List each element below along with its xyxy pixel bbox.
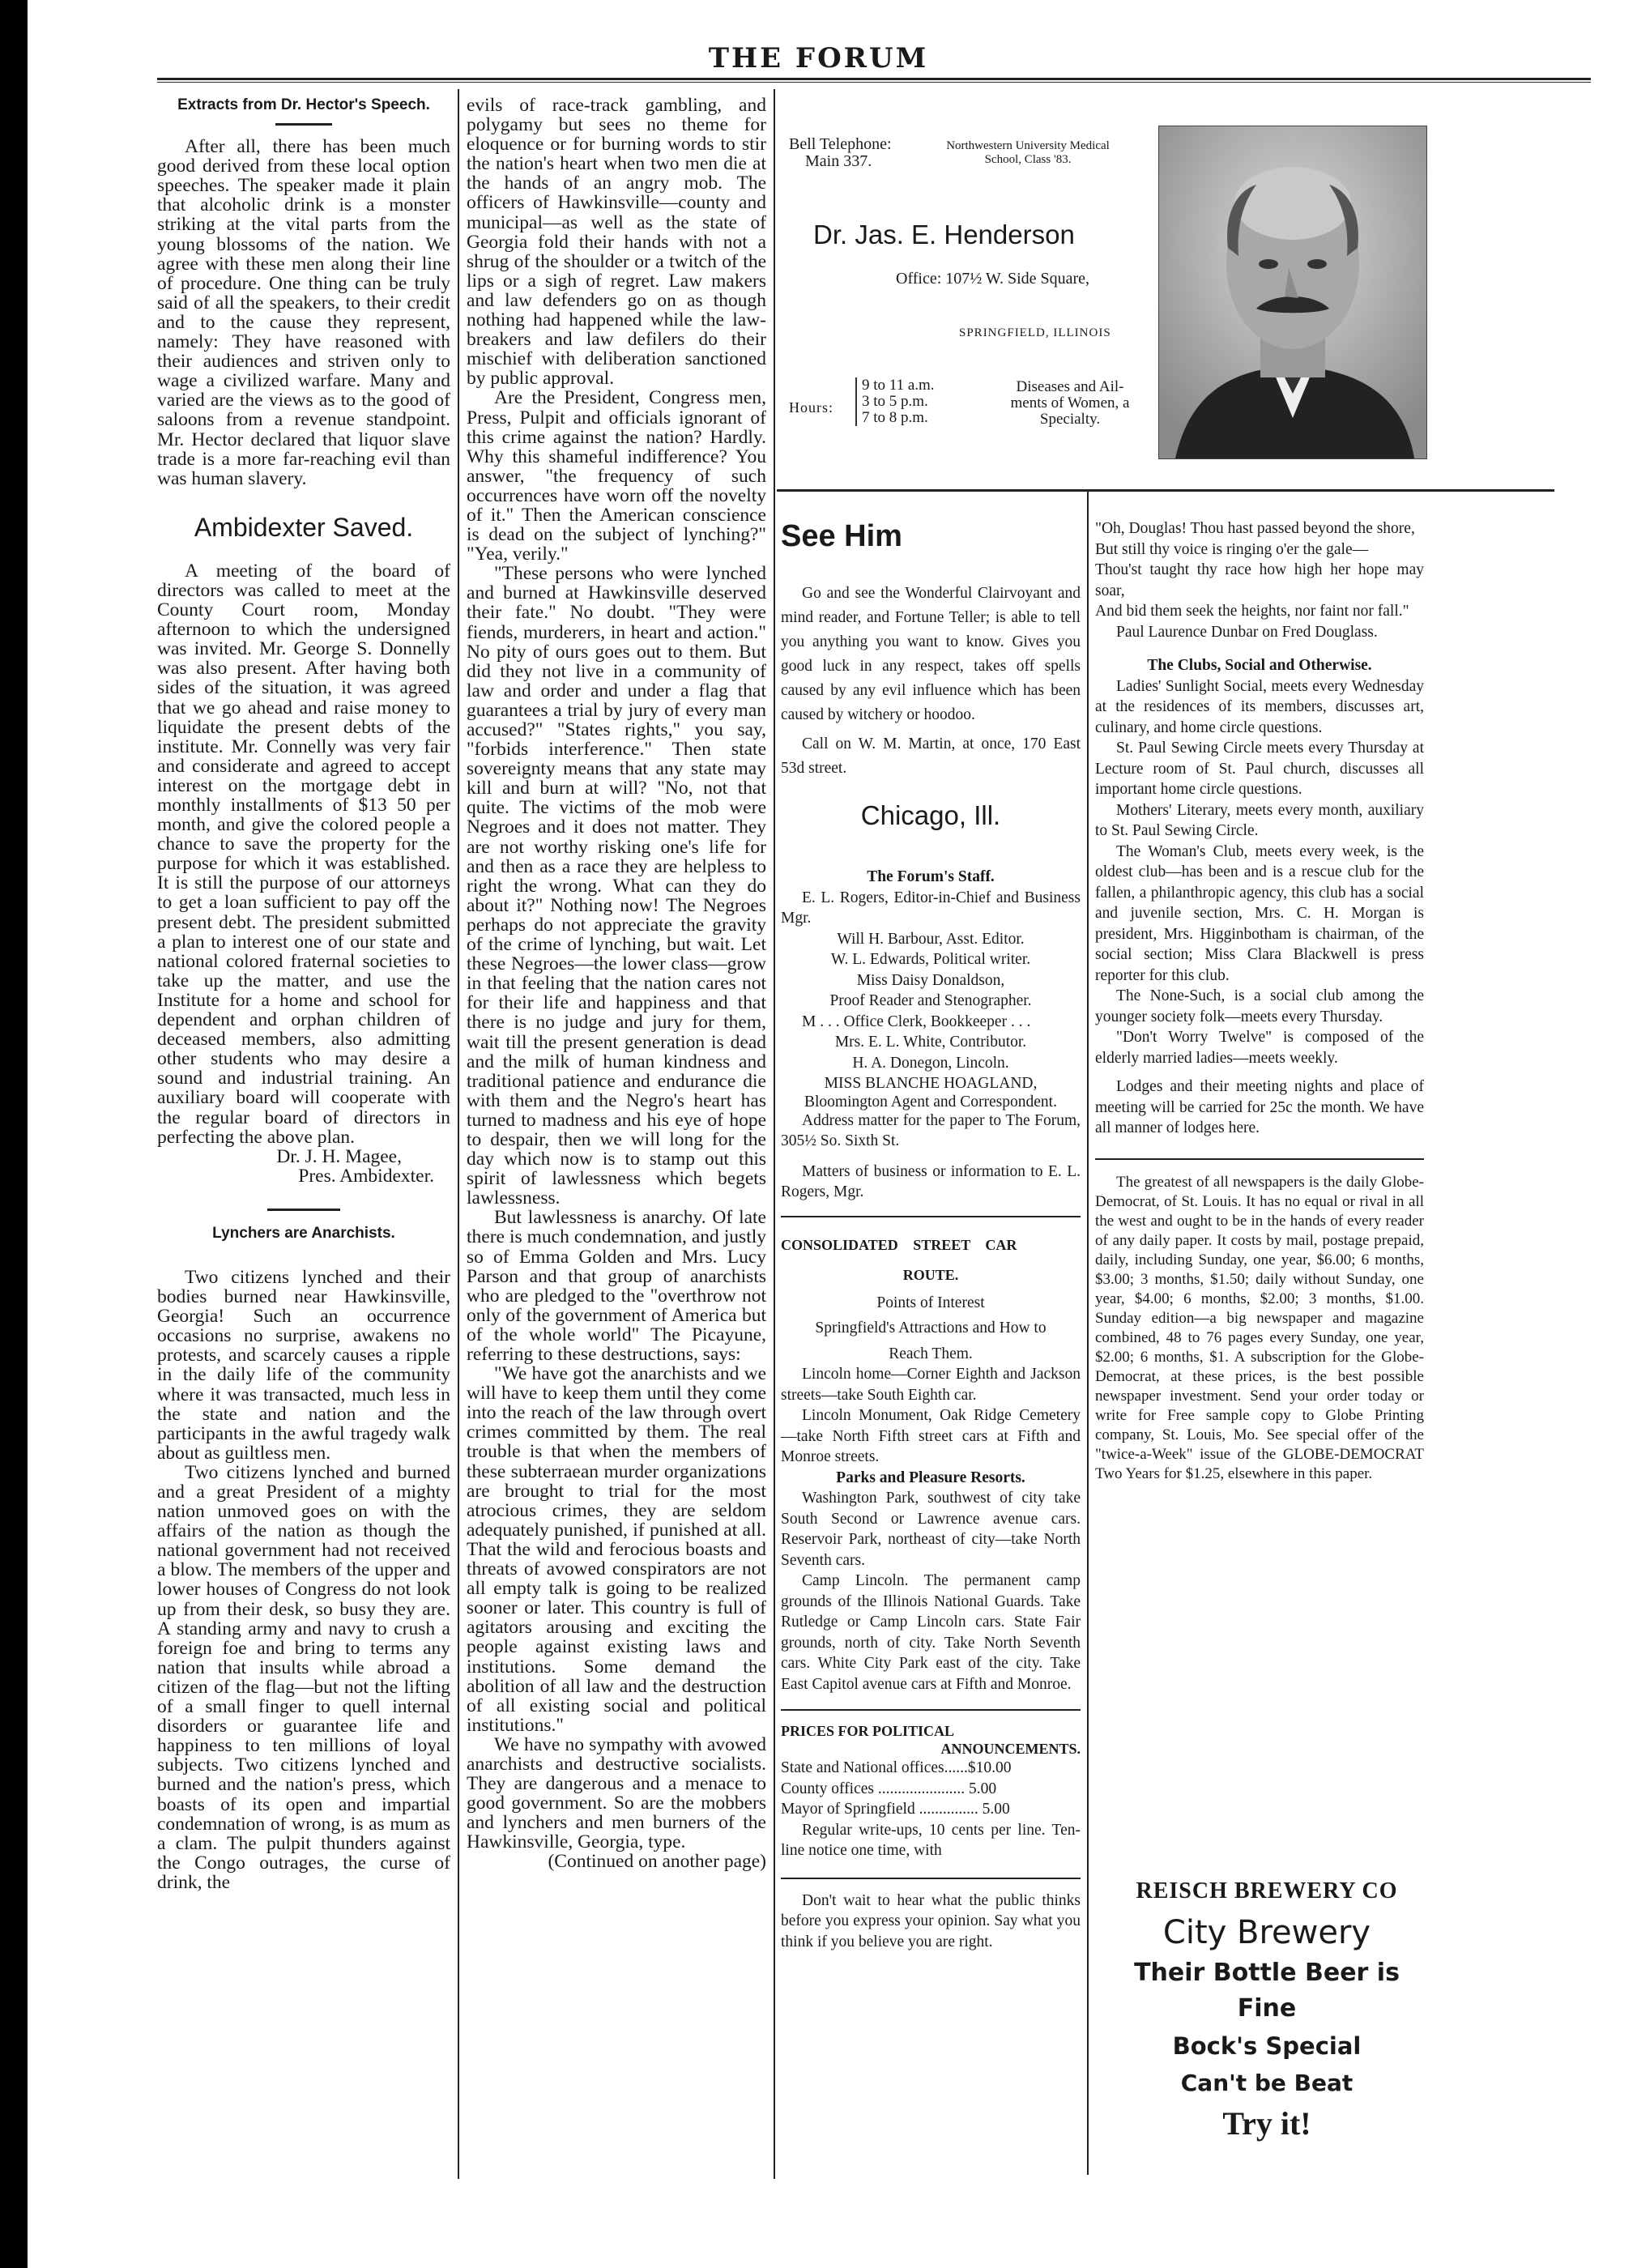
staff-lincoln: H. A. Donegon, Lincoln. bbox=[852, 1054, 1009, 1072]
globe-democrat-ad: The greatest of all newspapers is the daily Globe-Democrat, of St. Louis. It has no equal or rival in all the west and ought to be in the hands of every reader of any daily paper. It costs by mail, postage prepaid, daily, including Sunday, one year, $6.00; 6 months, $3.00; 3 months, $1.50; daily without Sunday, one year, $4.00; 6 months, $2.00; 3 months, $1.00. Sunday edition—a big newspaper and magazine combined, 48 to 76 pages every Sunday, one year, $2.00; 6 months, $1. A subscription for the Globe-Democrat, at these prices, is the best possible newspaper investment. Send your order today or write for Free sample copy to Globe Printing company, St. Louis, Mo. See special offer of the "twice-a-Week" issue of the GLOBE-DEMOCRAT Two Years for $1.25, elsewhere in this paper. bbox=[1095, 1173, 1424, 1482]
hours-afternoon: 3 to 5 p.m. bbox=[862, 393, 928, 410]
column-divider-3 bbox=[1087, 490, 1089, 2175]
staff-political: W. L. Edwards, Political writer. bbox=[830, 951, 1031, 968]
staff-bloomington-role: Bloomington Agent and Correspondent. bbox=[804, 1093, 1057, 1111]
specialty-line-3: Specialty. bbox=[1039, 411, 1101, 428]
school-line-2: School, Class '83. bbox=[984, 153, 1072, 166]
staff-contributor: Mrs. E. L. White, Contributor. bbox=[834, 1034, 1027, 1051]
club-literary: Mothers' Literary, meets every month, auxiliary to St. Paul Sewing Circle. bbox=[1095, 801, 1424, 839]
club-sewing: St. Paul Sewing Circle meets every Thursday at Lecture room of St. Paul church, discusses all important home circle questions. bbox=[1095, 740, 1424, 798]
route-lincoln-home: Lincoln home—Corner Eighth and Jackson streets—take South Eighth car. bbox=[781, 1366, 1081, 1404]
clairvoyant-address: Call on W. M. Martin, at once, 170 East 53d street. bbox=[781, 735, 1081, 777]
staff-proof-name: Miss Daisy Donaldson, bbox=[856, 971, 1005, 989]
doctor-ad-bottom-rule bbox=[777, 489, 1554, 492]
signature-title: Pres. Ambidexter. bbox=[298, 1165, 434, 1187]
prices-heading-2: ANNOUNCEMENTS. bbox=[940, 1741, 1081, 1757]
club-womans: The Woman's Club, meets every week, is the oldest club—has been and is a rescue club for the fallen, a philanthropic agency, this club has a social and juvenile section, Mrs. C. H. Morgan is president, Mrs. Higginbotham is chairman, of the social section; Miss Clara Blackwell is press reporter for this club. bbox=[1095, 842, 1424, 984]
doctor-hours bbox=[855, 377, 935, 426]
col2-paragraph-1: evils of race-track gambling, and polygamy but sees no theme for eloquence or for burning words to stir the nation's heart when two men die at the hands of an angry mob. The officers of Hawkinsville—county and municipal—as well as the state of Georgia fold their hands with not a shrug of the shoulder or a twitch of the lips or a sigh of regret. Law makers and law defenders go on as though nothing had happened while the law-breakers and law defilers do their mischief with deliberation sanctioned by public approval. bbox=[467, 95, 766, 390]
staff-clerk: M . . . Office Clerk, Bookkeeper . . . bbox=[802, 1013, 1031, 1030]
doctor-city: SPRINGFIELD, ILLINOIS bbox=[959, 326, 1111, 339]
poem-line-3: Thou'st taught thy race how high her hope may soar, bbox=[1095, 561, 1424, 599]
dash-divider bbox=[267, 1209, 340, 1211]
column-1 bbox=[157, 96, 450, 1892]
column-3 bbox=[781, 518, 1081, 1952]
column-divider-2 bbox=[774, 89, 775, 2179]
col2-paragraph-2: Are the President, Congress men, Press, Pulpit and officials ignorant of this crime against the nation? Hardly. Why this shameful indifference? You answer, "the frequency of such occurrences have worn off the novelty of it." Then the American conscience is dead on the subject of lynching?" "Yea, verily." bbox=[467, 387, 766, 565]
staff-proof-role: Proof Reader and Stenographer. bbox=[829, 992, 1032, 1009]
column-2 bbox=[467, 96, 766, 1872]
brewery-ad bbox=[1105, 1878, 1429, 2146]
rule bbox=[1095, 1158, 1424, 1160]
lynchers-paragraph-2: Two citizens lynched and burned and a great President of a mighty nation unmoved goes on with the affairs of the nation as though the national government had not received a blow. The members of the upper and lower houses of Congress do not look up from their desk, so busy they are. A standing army and navy to crush a foreign foe and bring to terms any nation that insults while abroad a citizen of the flag—but not the lifting of a small finger to quell internal disorders or guarantee life and happiness to ten millions of loyal subjects. Two citizens lynched and burned and the nation's press, which boasts of its open and impartial condemnation of wrong, is as mum as a clam. The pulpit thunders against the Congo outrages, the curse of drink, the bbox=[157, 1461, 450, 1893]
staff-asst-editor: Will H. Barbour, Asst. Editor. bbox=[837, 930, 1025, 948]
lodges-notice: Lodges and their meeting nights and place of meeting will be carried for 25c the month. We have all manner of lodges here. bbox=[1095, 1078, 1424, 1136]
route-heading-2: ROUTE. bbox=[902, 1267, 959, 1283]
clubs-heading: The Clubs, Social and Otherwise. bbox=[1147, 657, 1372, 674]
price-writeups: Regular write-ups, 10 cents per line. Ten-line notice one time, with bbox=[781, 1821, 1081, 1859]
parks-heading: Parks and Pleasure Resorts. bbox=[836, 1469, 1025, 1486]
masthead-rule-thin bbox=[157, 82, 1591, 83]
brewery-title: City Brewery bbox=[1162, 1914, 1371, 1951]
price-state: State and National offices......$10.00 bbox=[781, 1759, 1012, 1776]
prices-heading-1: PRICES FOR POLITICAL bbox=[781, 1723, 955, 1739]
poem-line-2: But still thy voice is ringing o'er the gale— bbox=[1095, 540, 1369, 558]
continued-note: (Continued on another page) bbox=[548, 1851, 766, 1873]
price-county: County offices ...................... 5.00 bbox=[781, 1780, 997, 1797]
route-heading-5: Reach Them. bbox=[889, 1345, 973, 1362]
portrait-image bbox=[1159, 126, 1426, 458]
doctor-school bbox=[939, 139, 1117, 167]
col2-paragraph-4: But lawlessness is anarchy. Of late there is much condemnation, and justly so of Emma Golden and Mrs. Lucy Parson and that group of anarchists who are pledged to the "overthrow not only of the government of America but of the whole world" The Picayune, referring to these destructions, says: bbox=[467, 1207, 766, 1365]
brewery-cant-beat: Can't be Beat bbox=[1180, 2070, 1354, 2096]
doctor-specialty bbox=[993, 379, 1147, 428]
signature-name: Dr. J. H. Magee, bbox=[276, 1145, 402, 1167]
rule bbox=[781, 1216, 1081, 1217]
brewery-bock: Bock's Special bbox=[1172, 2032, 1362, 2060]
specialty-line-1: Diseases and Ail- bbox=[1016, 378, 1124, 395]
club-nonesuch: The None-Such, is a social club among the younger society folk—meets every Thursday. bbox=[1095, 987, 1424, 1025]
route-parks: Washington Park, southwest of city take South Second or Lawrence avenue cars. Reservoir Park, northeast of city—take North Seventh cars. bbox=[781, 1490, 1081, 1569]
brewery-try-it: Try it! bbox=[1222, 2105, 1311, 2142]
staff-heading: The Forum's Staff. bbox=[867, 868, 995, 885]
column-4 bbox=[1095, 518, 1424, 1484]
club-dont-worry: "Don't Worry Twelve" is composed of the elderly married ladies—meets weekly. bbox=[1095, 1029, 1424, 1067]
route-heading-4: Springfield's Attractions and How to bbox=[815, 1319, 1047, 1336]
staff-bloomington-name: MISS BLANCHE HOAGLAND, bbox=[824, 1075, 1038, 1092]
lynchers-heading: Lynchers are Anarchists. bbox=[212, 1224, 395, 1242]
price-mayor: Mayor of Springfield ............... 5.00 bbox=[781, 1801, 1010, 1818]
see-him-heading: See Him bbox=[781, 519, 902, 553]
doctor-portrait-photo bbox=[1158, 126, 1427, 459]
col2-paragraph-3: "These persons who were lynched and burned at Hawkinsville deserved their fate." No doubt. "They were fiends, murderers, in heart and action." No pity of ours goes out to them. But did they not live in a community of law and order and under a flag that guarantees a trial by jury of every man accused?" "States rights," you say, "forbids interference." Then state sovereignty means that any state may kill and burn at will? "No, not that quite. The victims of the mob were Negroes and it does not matter. They are not worthy risking one's life for and then as a race they are helpless to right the wrong. What can they do about it?" Nothing now! The Negroes perhaps do not appreciate the gravity of the crime of lynching, but wait. Let these Negroes—the lower class—grow in that feeling that the nation cares not for their life and happiness and that there is no judge and jury for them, wait till the present generation is dead and the milk of human kindness and traditional patience and endurance die with them and the Negro's heart has turned to madness and his eye of hope to despair, then we will long for the day which now is to stamp out this spirit of lawlessness which begets lawlessness. bbox=[467, 563, 766, 1209]
phone-number: Main 337. bbox=[805, 152, 872, 170]
dash-divider bbox=[275, 123, 332, 126]
school-line-1: Northwestern University Medical bbox=[946, 139, 1110, 152]
route-heading-1: CONSOLIDATED STREET CAR bbox=[781, 1236, 1017, 1253]
ambidexter-paragraph: A meeting of the board of directors was called to meet at the County Court room, Monday afternoon to which the undersigned was invited. Mr. George S. Donnelly was also present. After having both sides of the situation, it was agreed that we go ahead and raise money to liquidate the present debts of the institute. Mr. Connelly was very fair and considerate and agreed to accept interest on the mortgage debt in monthly installments of $13 50 per month, and give the colored people a chance to save the property for the purpose for which it was established. It is still the purpose of our attorneys to get a loan sufficient to pay off the present debt. The president submitted a plan to interest one of our state and national colored fraternal societies to take up the matter, and use the Institute for a home and school for dependent and orphan children of deceased members, also admitting other students who may desire a sound and industrial training. An auxiliary board will cooperate with the regular board of directors in perfecting the above plan. bbox=[157, 560, 450, 1148]
clairvoyant-paragraph: Go and see the Wonderful Clairvoyant and mind reader, and Fortune Teller; is able to tell you anything you want to know. Gives you good luck in any respect, takes off spells caused by any evil influence which has been caused by witchery or hoodoo. bbox=[781, 585, 1081, 723]
rule bbox=[781, 1709, 1081, 1711]
rule bbox=[781, 1878, 1081, 1879]
col2-paragraph-6: We have no sympathy with avowed anarchists and destructive socialists. They are dangerous and a menace to good government. So are the mobbers and lynchers and men burners of the Hawkinsville, Georgia, type. bbox=[467, 1733, 766, 1853]
route-monument: Lincoln Monument, Oak Ridge Cemetery—take North Fifth street cars at Fifth and Monroe streets. bbox=[781, 1407, 1081, 1465]
staff-address: Address matter for the paper to The Forum, 305½ So. Sixth St. bbox=[781, 1111, 1081, 1149]
ambidexter-heading: Ambidexter Saved. bbox=[194, 512, 414, 542]
staff-editor: E. L. Rogers, Editor-in-Chief and Business Mgr. bbox=[781, 889, 1081, 927]
club-sunlight: Ladies' Sunlight Social, meets every Wednesday at the residences of its members, discusses art, culinary, and home circle questions. bbox=[1095, 677, 1424, 736]
brewery-name: REISCH BREWERY CO bbox=[1136, 1878, 1398, 1904]
poem-line-1: "Oh, Douglas! Thou hast passed beyond the shore, bbox=[1095, 520, 1415, 537]
masthead-title: THE FORUM bbox=[708, 42, 929, 75]
col2-paragraph-5: "We have got the anarchists and we will have to keep them until they come into the reach of the law through overt crimes committed by them. The real trouble is that when the members of these subterraean murder organizations are brought to trial for the most atrocious crimes, they are seldom adequately punished, if punished at all. That the wild and ferocious boasts and threats of avowed conspirators are not all empty talk is going to be realized sooner or later. This country is full of agitators arousing and exciting the people against existing laws and institutions. Some demand the abolition of all law and the destruction of all existing social and political institutions." bbox=[467, 1363, 766, 1736]
poem-line-4: And bid them seek the heights, nor faint nor fall." bbox=[1095, 603, 1409, 620]
staff-business: Matters of business or information to E. L. Rogers, Mgr. bbox=[781, 1162, 1081, 1200]
speech-heading: Extracts from Dr. Hector's Speech. bbox=[177, 96, 430, 113]
masthead-rule bbox=[157, 78, 1591, 80]
hours-morning: 9 to 11 a.m. bbox=[862, 377, 935, 394]
chicago-heading: Chicago, Ill. bbox=[860, 800, 1001, 830]
doctor-name: Dr. Jas. E. Henderson bbox=[813, 220, 1075, 249]
phone-label: Bell Telephone: bbox=[789, 135, 892, 153]
route-camp: Camp Lincoln. The permanent camp grounds of the Illinois National Guards. Take Rutledge or Camp Lincoln cars. State Fair grounds, north of city. Take North Seventh cars. White City Park east of the city. Take East Capitol avenue cars at Fifth and Monroe. bbox=[781, 1572, 1081, 1693]
doctor-office: Office: 107½ W. Side Square, bbox=[896, 270, 1090, 288]
hours-label: Hours: bbox=[789, 399, 833, 416]
hours-evening: 7 to 8 p.m. bbox=[862, 409, 928, 426]
specialty-line-2: ments of Women, a bbox=[1010, 394, 1130, 411]
column-divider-1 bbox=[458, 89, 459, 2179]
brewery-slogan: Their Bottle Beer is Fine bbox=[1134, 1959, 1400, 2023]
speech-paragraph: After all, there has been much good derived from these local option speeches. The speaker made it plain that alcoholic drink is a monster striking at the vital parts from the young blossoms of the nation. We agree with these men along their line of procedure. One thing can be truly said of all the speakers, to their credit and to the cause they represent, namely: They have reasoned with their audiences and striven only to wage a civilized warfare. Many and varied are the views as to the good of saloons from a revenue standpoint. Mr. Hector declared that liquor slave trade is a more far-reaching evil than was human slavery. bbox=[157, 136, 450, 489]
newspaper-page bbox=[28, 0, 1637, 2268]
lynchers-paragraph-1: Two citizens lynched and their bodies burned near Hawkinsville, Georgia! Such an occurrence occasions no surprise, awakens no protests, and scarcely causes a ripple in the daily life of the community where it was transacted, much less in the state and nation and the participants in the awful tragedy walk about as guiltless men. bbox=[157, 1266, 450, 1464]
dont-wait-paragraph: Don't wait to hear what the public thinks before you express your opinion. Say what you think if you believe you are right. bbox=[781, 1891, 1081, 1950]
poem-attribution: Paul Laurence Dunbar on Fred Douglass. bbox=[1116, 623, 1378, 641]
doctor-phone bbox=[789, 136, 892, 170]
route-heading-3: Points of Interest bbox=[876, 1294, 985, 1311]
